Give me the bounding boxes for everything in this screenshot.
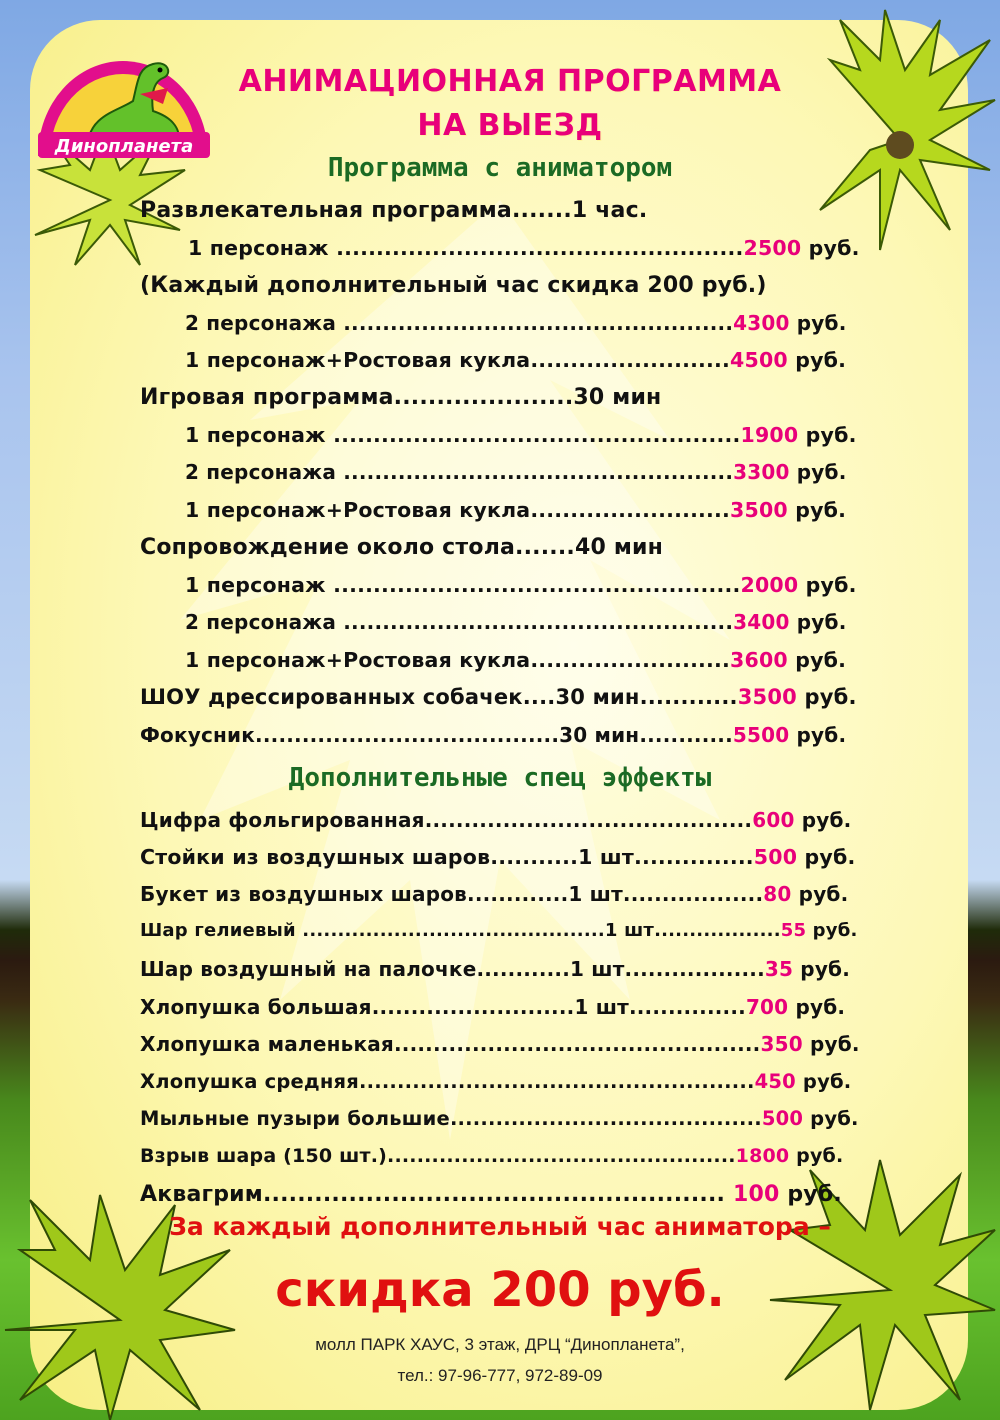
price-row xyxy=(185,498,846,522)
item-label: Фокусник.......................................30 мин............ xyxy=(140,723,733,747)
price-row xyxy=(140,1182,842,1207)
item-price: 350 xyxy=(760,1032,803,1056)
item-price: 5500 xyxy=(732,723,790,747)
price-row xyxy=(140,1070,851,1093)
item-price: 100 xyxy=(732,1182,780,1207)
item-currency: руб. xyxy=(787,498,847,522)
price-row xyxy=(140,385,661,410)
item-currency: руб. xyxy=(802,1032,860,1056)
item-currency: руб. xyxy=(789,460,847,484)
item-label: Хлопушка большая..........................1 шт............... xyxy=(140,995,746,1019)
section-animator-title: Программа с аниматором xyxy=(327,153,673,183)
item-currency: руб. xyxy=(806,920,858,941)
item-price: 3600 xyxy=(730,648,788,672)
item-price: 3300 xyxy=(733,460,790,484)
footer-note: За каждый дополнительный час аниматора – xyxy=(169,1212,831,1241)
item-currency: руб. xyxy=(798,423,857,447)
item-label: Цифра фольгированная.......................................... xyxy=(140,808,753,832)
price-row xyxy=(185,648,846,672)
item-label: Шар гелиевый ...........................................1 шт.................. xyxy=(140,920,781,941)
price-row xyxy=(140,957,850,981)
item-currency: руб. xyxy=(793,957,851,981)
price-row xyxy=(140,1032,860,1056)
price-row xyxy=(185,573,857,597)
item-label: Развлекательная программа.......1 час. xyxy=(140,198,648,223)
price-row xyxy=(140,920,858,941)
item-price: 3500 xyxy=(737,685,797,709)
price-row xyxy=(140,808,851,832)
item-label: Мыльные пузыри большие......................................... xyxy=(140,1107,762,1130)
price-row xyxy=(185,610,847,634)
logo-text: Динопланета xyxy=(54,136,194,157)
item-price: 600 xyxy=(752,808,795,832)
item-label: Букет из воздушных шаров.............1 шт.................. xyxy=(140,882,764,906)
item-currency: руб. xyxy=(789,610,847,634)
price-row xyxy=(140,535,663,560)
item-label: 1 персонаж+Ростовая кукла......................... xyxy=(185,498,731,522)
item-label: Шар воздушный на палочке............1 шт.................. xyxy=(140,957,765,981)
item-price: 3400 xyxy=(733,610,790,634)
footer-phone: тел.: 97-96-777, 972-89-09 xyxy=(397,1366,603,1385)
title-line-1: АНИМАЦИОННАЯ ПРОГРАММА xyxy=(238,64,782,99)
item-label: 2 персонажа .................................................. xyxy=(185,610,734,634)
item-price: 3500 xyxy=(730,498,788,522)
footer-address: молл ПАРК ХАУС, 3 этаж, ДРЦ “Динопланета”, xyxy=(315,1335,685,1354)
item-label: 2 персонажа .................................................. xyxy=(185,460,734,484)
dinoplaneta-logo xyxy=(28,46,218,161)
price-row xyxy=(140,198,647,223)
item-price: 2000 xyxy=(740,573,799,597)
item-currency: руб. xyxy=(788,995,846,1019)
item-currency: руб. xyxy=(797,845,856,869)
price-row xyxy=(140,845,855,869)
footer-discount: скидка 200 руб. xyxy=(275,1262,725,1318)
title-line-2: НА ВЫЕЗД xyxy=(417,108,603,143)
price-row xyxy=(185,348,846,372)
item-price: 55 xyxy=(780,920,807,941)
item-label: 1 персонаж+Ростовая кукла......................... xyxy=(185,348,731,372)
price-row xyxy=(140,995,845,1019)
item-currency: руб. xyxy=(789,1145,844,1167)
section-effects-title: Дополнительные спец эффекты xyxy=(288,763,712,793)
item-label: 2 персонажа .................................................. xyxy=(185,311,734,335)
item-label: Хлопушка маленькая............................................... xyxy=(140,1032,761,1056)
item-label: 1 персонаж ................................................... xyxy=(185,573,741,597)
item-currency: руб. xyxy=(789,311,847,335)
price-row xyxy=(140,1145,843,1167)
item-price: 500 xyxy=(761,1107,804,1130)
price-row xyxy=(185,423,857,447)
item-label: Хлопушка средняя.................................................... xyxy=(140,1070,755,1093)
item-label: Сопровождение около стола.......40 мин xyxy=(140,535,664,560)
price-row xyxy=(140,273,767,298)
item-price: 2500 xyxy=(743,236,802,260)
item-label: 1 персонаж+Ростовая кукла......................... xyxy=(185,648,731,672)
price-row xyxy=(140,1107,859,1130)
price-row xyxy=(140,685,857,709)
item-currency: руб. xyxy=(789,723,847,747)
item-price: 500 xyxy=(753,845,798,869)
price-row xyxy=(140,882,848,906)
price-row xyxy=(140,723,846,747)
item-price: 4300 xyxy=(733,311,790,335)
item-label: Игровая программа.....................30 мин xyxy=(140,385,662,410)
item-label: (Каждый дополнительный час скидка 200 руб.) xyxy=(140,273,767,298)
item-label: Взрыв шара (150 шт.)............................................... xyxy=(140,1145,736,1167)
item-price: 80 xyxy=(763,882,792,906)
item-currency: руб. xyxy=(801,236,860,260)
item-price: 35 xyxy=(764,957,794,981)
item-price: 700 xyxy=(745,995,789,1019)
item-currency: руб. xyxy=(796,685,857,709)
item-label: Аквагрим...................................................... xyxy=(140,1182,733,1207)
item-label: ШОУ дрессированных собачек....30 мин............ xyxy=(140,685,738,709)
item-currency: руб. xyxy=(779,1182,842,1207)
item-price: 4500 xyxy=(730,348,788,372)
item-label: 1 персонаж ................................................... xyxy=(188,236,744,260)
item-currency: руб. xyxy=(798,573,857,597)
item-price: 1800 xyxy=(735,1145,790,1167)
item-currency: руб. xyxy=(803,1107,859,1130)
item-label: Стойки из воздушных шаров...........1 шт............... xyxy=(140,845,754,869)
item-price: 1900 xyxy=(740,423,799,447)
item-currency: руб. xyxy=(791,882,849,906)
item-label: 1 персонаж ................................................... xyxy=(185,423,741,447)
item-currency: руб. xyxy=(787,648,847,672)
price-row xyxy=(185,311,847,335)
item-currency: руб. xyxy=(795,1070,852,1093)
item-currency: руб. xyxy=(794,808,852,832)
item-price: 450 xyxy=(754,1070,796,1093)
price-row xyxy=(188,236,860,260)
price-row xyxy=(185,460,847,484)
item-currency: руб. xyxy=(787,348,847,372)
